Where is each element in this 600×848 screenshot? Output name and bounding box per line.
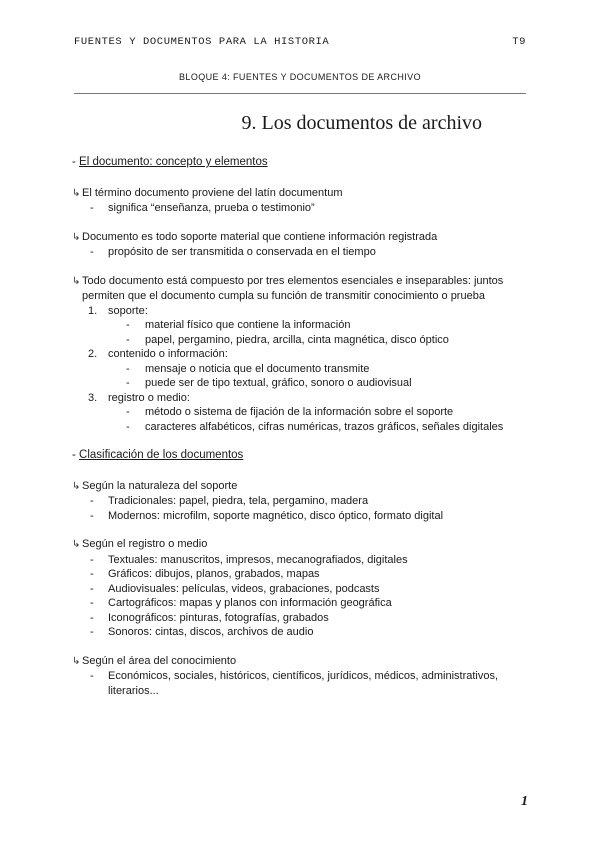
dash-bullet: - [90, 670, 94, 682]
dash-bullet: - [90, 626, 94, 638]
dash-bullet: - [126, 420, 130, 433]
arrow-icon: ↳ [72, 187, 81, 199]
list-item: - Sonoros: cintas, discos, archivos de audio [90, 626, 314, 638]
list-item-continued: literarios... [108, 684, 159, 697]
list-item: - mensaje o noticia que el documento transmite [126, 362, 370, 375]
numbered-item-register: 3. registro o medio: [88, 391, 190, 404]
paragraph-text: Documento es todo soporte material que contiene información registrada [82, 230, 438, 243]
dash-bullet: - [90, 246, 94, 258]
dash-bullet: - [126, 406, 130, 418]
dash-bullet: - [90, 582, 94, 595]
arrow-icon: ↳ [72, 480, 81, 492]
section-prefix: - [72, 156, 80, 168]
section-heading-text: El documento: concepto y elementos [79, 156, 268, 168]
paragraph-elements [72, 274, 540, 435]
numbered-item-content: 2. contenido o información: [88, 348, 228, 360]
arrow-icon: ↳ [72, 655, 81, 667]
list-item: - puede ser de tipo textual, gráfico, sonoro o audiovisual [126, 377, 412, 389]
dash-bullet: - [90, 568, 94, 580]
document-body [72, 155, 540, 712]
topic-code: T9 [512, 36, 526, 48]
page-number: 1 [521, 794, 528, 809]
list-item: - papel, pergamino, piedra, arcilla, cinta magnética, disco óptico [126, 333, 449, 346]
section-heading-text: Clasificación de los documentos [79, 449, 244, 461]
classification-group-support [72, 479, 540, 524]
classification-group-knowledge [72, 654, 540, 699]
dash-bullet: - [126, 333, 130, 346]
dash-bullet: - [126, 362, 130, 375]
section-prefix: - [72, 449, 80, 461]
list-item: - material físico que contiene la información [126, 319, 351, 331]
dash-bullet: - [126, 319, 130, 331]
course-title: FUENTES Y DOCUMENTOS PARA LA HISTORIA [74, 36, 330, 48]
list-item: - Gráficos: dibujos, planos, grabados, mapas [90, 568, 320, 580]
dash-bullet: - [90, 495, 94, 507]
group-heading: Según la naturaleza del soporte [82, 479, 238, 492]
running-header [74, 36, 526, 48]
list-item: - Económicos, sociales, históricos, científicos, jurídicos, médicos, administrativos, [90, 670, 499, 682]
list-item: - Tradicionales: papel, piedra, tela, pergamino, madera [90, 495, 369, 507]
block-title: BLOQUE 4: FUENTES Y DOCUMENTOS DE ARCHIVO [179, 72, 421, 82]
arrow-icon: ↳ [72, 275, 81, 287]
dash-bullet: - [90, 509, 94, 522]
list-item: - caracteres alfabéticos, cifras numéricas, trazos gráficos, señales digitales [126, 420, 504, 433]
paragraph-etymology [72, 186, 540, 216]
numbered-item-support: 1. soporte: [88, 304, 148, 317]
paragraph-definition [72, 230, 540, 260]
section-heading-classification [72, 448, 540, 463]
header-divider [74, 93, 526, 94]
dash-bullet: - [90, 553, 94, 566]
paragraph-text-continued: permiten que el documento cumpla su función de transmitir conocimiento o prueba [82, 290, 485, 302]
arrow-icon: ↳ [72, 231, 81, 243]
list-item: - Iconográficos: pinturas, fotografías, grabados [90, 611, 329, 624]
dash-bullet: - [90, 611, 94, 624]
group-heading: Según el área del conocimiento [82, 654, 237, 667]
dash-bullet: - [90, 202, 94, 214]
dash-bullet: - [126, 377, 130, 389]
page-title: 9. Los documentos de archivo [241, 112, 482, 134]
list-item: - Textuales: manuscritos, impresos, mecanografiados, digitales [90, 553, 408, 566]
dash-bullet: - [90, 597, 94, 609]
section-heading-document [72, 155, 540, 170]
list-item: - Modernos: microfilm, soporte magnético, disco óptico, formato digital [90, 509, 444, 522]
list-item: - propósito de ser transmitida o conservada en el tiempo [90, 246, 376, 258]
list-item: - significa “enseñanza, prueba o testimonio” [90, 202, 315, 214]
group-heading: Según el registro o medio [82, 538, 208, 550]
paragraph-text: El término documento proviene del latín documentum [82, 186, 343, 199]
list-item: - Audiovisuales: películas, videos, grabaciones, podcasts [90, 582, 380, 595]
list-item: - Cartográficos: mapas y planos con información geográfica [90, 597, 392, 609]
classification-group-register [72, 537, 540, 640]
arrow-icon: ↳ [72, 539, 81, 550]
paragraph-text: Todo documento está compuesto por tres elementos esenciales e inseparables: juntos [82, 274, 504, 287]
list-item: - método o sistema de fijación de la información sobre el soporte [126, 406, 454, 418]
